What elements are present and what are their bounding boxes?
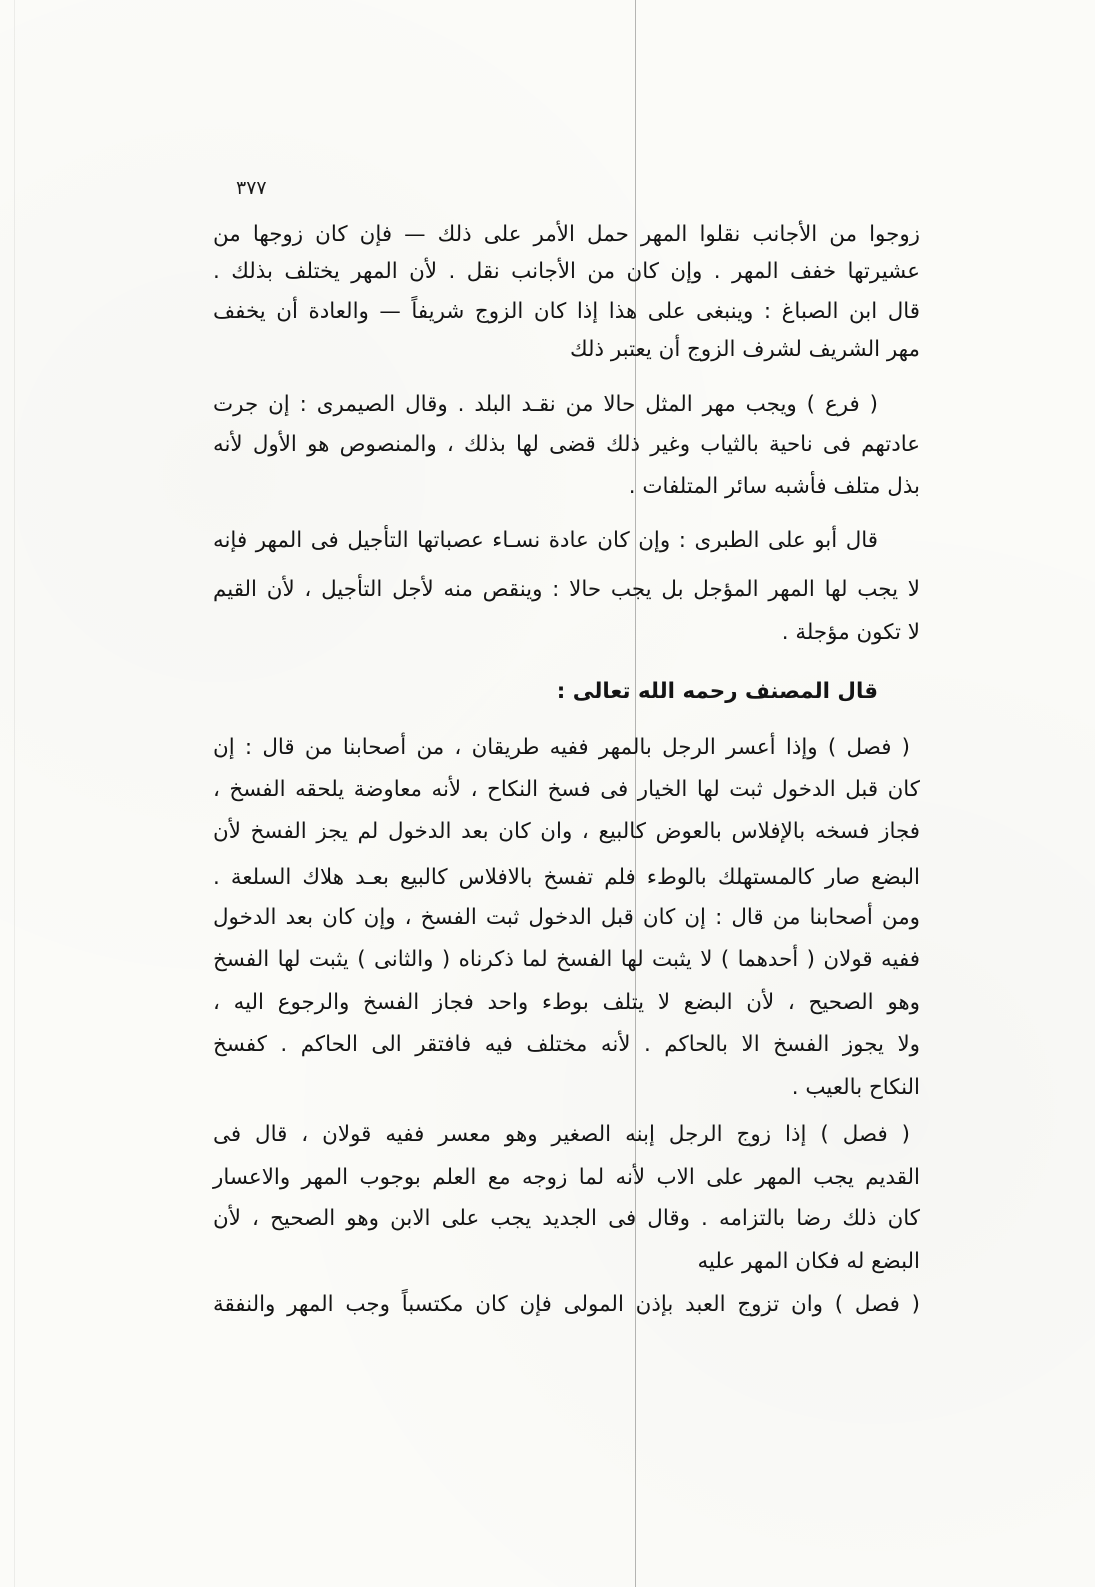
text-line-content: ( فرع ) ويجب مهر المثل حالا من نقـد البلد . وقال الصيمرى : إن جرت [213,392,878,417]
text-line-content: مهر الشريف لشرف الزوج أن يعتبر ذلك [569,337,920,362]
text-line [213,467,920,507]
text-line-content: البضع صار كالمستهلك بالوطء فلم تفسخ بالافلاس كالبيع بعـد هلاك السلعة . [213,865,920,890]
text-line-content: ومن أصحابنا من قال : إن كان قبل الدخول ثبت الفسخ ، وإن كان بعد الدخول [213,905,920,930]
text-line [213,570,920,610]
section-heading-content: قال المصنف رحمه الله تعالى : [556,679,878,704]
text-line [213,385,920,425]
text-line-content: البضع له فكان المهر عليه [697,1249,920,1274]
text-line [213,728,920,768]
text-line [213,770,920,810]
text-line [213,425,920,465]
text-line-content: النكاح بالعيب . [791,1075,920,1100]
text-line [213,292,920,332]
text-line-content: زوجوا من الأجانب نقلوا المهر حمل الأمر على ذلك — فإن كان زوجها من [213,222,920,247]
text-line-content: وهو الصحيح ، لأن البضع لا يتلف بوطء واحد فجاز الفسخ والرجوع اليه ، [213,990,920,1015]
text-line-content: لا يجب لها المهر المؤجل بل يجب حالا : وينقص منه لأجل التأجيل ، لأن القيم [213,577,920,602]
text-line [213,983,920,1023]
text-line [213,613,920,653]
text-line [213,940,920,980]
text-line [213,1068,920,1108]
text-line-content: فجاز فسخه بالإفلاس بالعوض كالبيع ، وان كان بعد الدخول لم يجز الفسخ لأن [213,819,920,844]
section-heading [213,672,920,712]
text-line [213,1199,920,1239]
text-line [213,252,920,292]
text-line [213,1158,920,1198]
text-line-content: لا تكون مؤجلة . [781,620,920,645]
page-number: ٣٧٧ [236,177,267,199]
text-line [213,521,920,561]
text-line [213,1115,920,1155]
text-line-content: بذل متلف فأشبه سائر المتلفات . [628,474,920,499]
text-line-content: قال أبو على الطبرى : وإن كان عادة نسـاء عصباتها التأجيل فى المهر فإنه [213,528,878,553]
text-line-content: القديم يجب المهر على الاب لأنه لما زوجه مع العلم بوجوب المهر والاعسار [213,1165,920,1190]
text-line-content: كان ذلك رضا بالتزامه . وقال فى الجديد يجب على الابن وهو الصحيح ، لأن [213,1206,920,1231]
text-line-content: كان قبل الدخول ثبت لها الخيار فى فسخ النكاح ، لأنه معاوضة يلحقه الفسخ ، [213,777,920,802]
scan-edge-line [14,0,15,1587]
text-line [213,215,920,255]
text-line-content: ففيه قولان ( أحدهما ) لا يثبت لها الفسخ لما ذكرناه ( والثانى ) يثبت لها الفسخ [213,947,920,972]
text-line-content: ولا يجوز الفسخ الا بالحاكم . لأنه مختلف فيه فافتقر الى الحاكم . كفسخ [213,1032,920,1057]
text-line-content: ( فصل ) وإذا أعسر الرجل بالمهر ففيه طريقان ، من أصحابنا من قال : إن [213,735,910,760]
text-line-content: قال ابن الصباغ : وينبغى على هذا إذا كان الزوج شريفاً — والعادة أن يخفف [213,299,920,324]
text-line [213,330,920,370]
text-line [213,1285,920,1325]
text-line-content: عشيرتها خفف المهر . وإن كان من الأجانب نقل . لأن المهر يختلف بذلك . [213,259,920,284]
text-line [213,1242,920,1282]
text-line [213,1025,920,1065]
text-line [213,898,920,938]
text-line-content: ( فصل ) إذا زوج الرجل إبنه الصغير وهو معسر ففيه قولان ، قال فى [213,1122,910,1147]
text-line-content: ( فصل ) وان تزوج العبد بإذن المولى فإن كان مكتسباً وجب المهر والنفقة [213,1292,920,1317]
text-line [213,858,920,898]
text-line [213,812,920,852]
text-line-content: عادتهم فى ناحية بالثياب وغير ذلك قضى لها بذلك ، والمنصوص هو الأول لأنه [213,432,920,457]
